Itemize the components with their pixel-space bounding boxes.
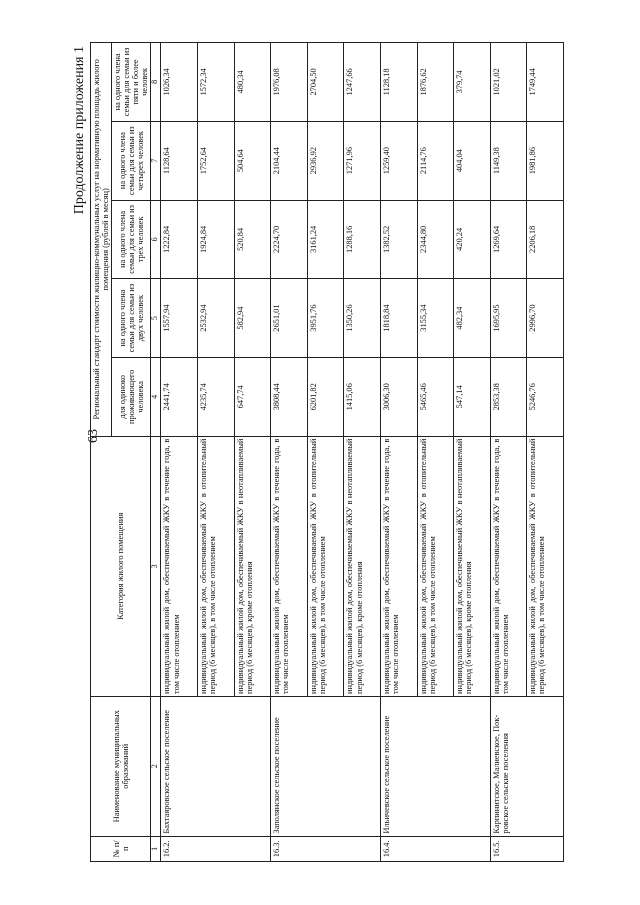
- value-cell: 1128,64: [161, 121, 198, 200]
- value-cell: 1269,64: [490, 200, 527, 279]
- value-cell: 2206,18: [527, 200, 564, 279]
- column-index-cell: 6: [151, 200, 161, 279]
- header-num: № п/п: [91, 836, 151, 861]
- value-cell: 3808,44: [271, 357, 308, 436]
- value-cell: 1350,26: [344, 279, 381, 358]
- value-cell: 1752,64: [198, 121, 235, 200]
- municipality-name: Ильичевское сельское поселение: [381, 696, 491, 836]
- value-cell: 2996,70: [527, 279, 564, 358]
- rotated-sheet: [70, 42, 570, 862]
- column-index-cell: 3: [151, 436, 161, 696]
- column-index-cell: 8: [151, 43, 161, 122]
- value-cell: 547,14: [454, 357, 491, 436]
- category-cell: индивидуальный жилой дом, обеспечиваемый ЖКУ в течение года, в том числе отоплением: [161, 436, 198, 696]
- value-cell: 1981,86: [527, 121, 564, 200]
- category-cell: индивидуальный жилой дом, обеспечиваемый ЖКУ в неотапливаемый период (6 месяцев), кроме отопления: [344, 436, 381, 696]
- value-cell: 1259,40: [381, 121, 418, 200]
- value-cell: 2651,01: [271, 279, 308, 358]
- header-category: Категория жилого помещения: [91, 436, 151, 696]
- value-cell: 1026,34: [161, 43, 198, 122]
- value-cell: 1149,38: [490, 121, 527, 200]
- header-col6: на одного члена семьи для семьи из трех человек: [112, 200, 151, 279]
- value-cell: 1749,44: [527, 43, 564, 122]
- value-cell: 1924,84: [198, 200, 235, 279]
- page-number: 63: [86, 429, 101, 443]
- category-cell: индивидуальный жилой дом, обеспечиваемый ЖКУ в течение года, в том числе отоплением: [271, 436, 308, 696]
- value-cell: 3155,34: [417, 279, 454, 358]
- value-cell: 2224,70: [271, 200, 308, 279]
- column-index-row: [151, 43, 161, 862]
- value-cell: 1572,34: [198, 43, 235, 122]
- value-cell: 3006,30: [381, 357, 418, 436]
- category-cell: индивидуальный жилой дом, обеспечиваемый ЖКУ в течение года, в том числе отоплением: [381, 436, 418, 696]
- value-cell: 2936,92: [307, 121, 344, 200]
- value-cell: 1271,96: [344, 121, 381, 200]
- category-cell: индивидуальный жилой дом, обеспечиваемый ЖКУ в течение года, в том числе отоплением: [490, 436, 527, 696]
- tariff-table: [90, 42, 564, 862]
- municipality-name: Заполянское сельское поселение: [271, 696, 381, 836]
- table-row: [271, 43, 308, 862]
- column-index-cell: 5: [151, 279, 161, 358]
- appendix-title: Продолжение приложения 1: [72, 46, 87, 215]
- header-col7: на одного члена семьи для семьи из четырех человек: [112, 121, 151, 200]
- table-row: [490, 43, 527, 862]
- value-cell: 2532,94: [198, 279, 235, 358]
- value-cell: 1818,84: [381, 279, 418, 358]
- value-cell: 5246,76: [527, 357, 564, 436]
- header-col5: на одного члена семьи для семьи из двух человек: [112, 279, 151, 358]
- category-cell: индивидуальный жилой дом, обеспечиваемый ЖКУ в отопительный период (6 месяцев), в том числе отоплением: [527, 436, 564, 696]
- row-number: 16.5.: [490, 836, 563, 861]
- header-standard-group: Региональный стандарт стоимости жилищно-коммунальных услуг на нормативную площадь жилого помещения (рублей в месяц): [91, 43, 112, 437]
- category-cell: индивидуальный жилой дом, обеспечиваемый ЖКУ в отопительный период (6 месяцев), в том числе отоплением: [417, 436, 454, 696]
- value-cell: 2704,50: [307, 43, 344, 122]
- category-cell: индивидуальный жилой дом, обеспечиваемый ЖКУ в неотапливаемый период (6 месяцев), кроме отопления: [454, 436, 491, 696]
- value-cell: 1876,62: [417, 43, 454, 122]
- row-number: 16.2.: [161, 836, 271, 861]
- table-row: [161, 43, 198, 862]
- category-cell: индивидуальный жилой дом, обеспечиваемый ЖКУ в неотапливаемый период (6 месяцев), кроме отопления: [234, 436, 271, 696]
- value-cell: 379,74: [454, 43, 491, 122]
- value-cell: 1222,84: [161, 200, 198, 279]
- value-cell: 1695,95: [490, 279, 527, 358]
- value-cell: 404,04: [454, 121, 491, 200]
- value-cell: 6201,82: [307, 357, 344, 436]
- row-number: 16.3.: [271, 836, 381, 861]
- column-index-cell: 2: [151, 696, 161, 836]
- value-cell: 1128,18: [381, 43, 418, 122]
- column-index-cell: 4: [151, 357, 161, 436]
- header-name: Наименование муниципальных образований: [91, 696, 151, 836]
- municipality-name: Бахтаяровское сельское поселение: [161, 696, 271, 836]
- column-index-cell: 1: [151, 836, 161, 861]
- value-cell: 1288,16: [344, 200, 381, 279]
- value-cell: 5465,46: [417, 357, 454, 436]
- header-col8: на одного члена семьи для семьи из пяти и более человек: [112, 43, 151, 122]
- value-cell: 520,84: [234, 200, 271, 279]
- value-cell: 1382,52: [381, 200, 418, 279]
- value-cell: 2344,80: [417, 200, 454, 279]
- value-cell: 482,34: [454, 279, 491, 358]
- column-index-cell: 7: [151, 121, 161, 200]
- value-cell: 2114,76: [417, 121, 454, 200]
- value-cell: 1976,08: [271, 43, 308, 122]
- table-row: [381, 43, 418, 862]
- value-cell: 3951,76: [307, 279, 344, 358]
- municipality-name: Карпинитское, Малиевское, Пок-ровское сельские поселения: [490, 696, 563, 836]
- value-cell: 2853,38: [490, 357, 527, 436]
- value-cell: 3161,24: [307, 200, 344, 279]
- value-cell: 480,34: [234, 43, 271, 122]
- value-cell: 2104,44: [271, 121, 308, 200]
- value-cell: 2441,74: [161, 357, 198, 436]
- row-number: 16.4.: [381, 836, 491, 861]
- table-body: [161, 43, 564, 862]
- value-cell: 420,24: [454, 200, 491, 279]
- value-cell: 1415,06: [344, 357, 381, 436]
- header-col4: для одиноко проживающего человека: [112, 357, 151, 436]
- value-cell: 1021,02: [490, 43, 527, 122]
- value-cell: 1247,66: [344, 43, 381, 122]
- value-cell: 582,94: [234, 279, 271, 358]
- value-cell: 1557,94: [161, 279, 198, 358]
- category-cell: индивидуальный жилой дом, обеспечиваемый ЖКУ в отопительный период (6 месяцев), в том числе отоплением: [198, 436, 235, 696]
- value-cell: 647,74: [234, 357, 271, 436]
- value-cell: 4235,74: [198, 357, 235, 436]
- category-cell: индивидуальный жилой дом, обеспечиваемый ЖКУ в отопительный период (6 месяцев), в том числе отоплением: [307, 436, 344, 696]
- value-cell: 504,64: [234, 121, 271, 200]
